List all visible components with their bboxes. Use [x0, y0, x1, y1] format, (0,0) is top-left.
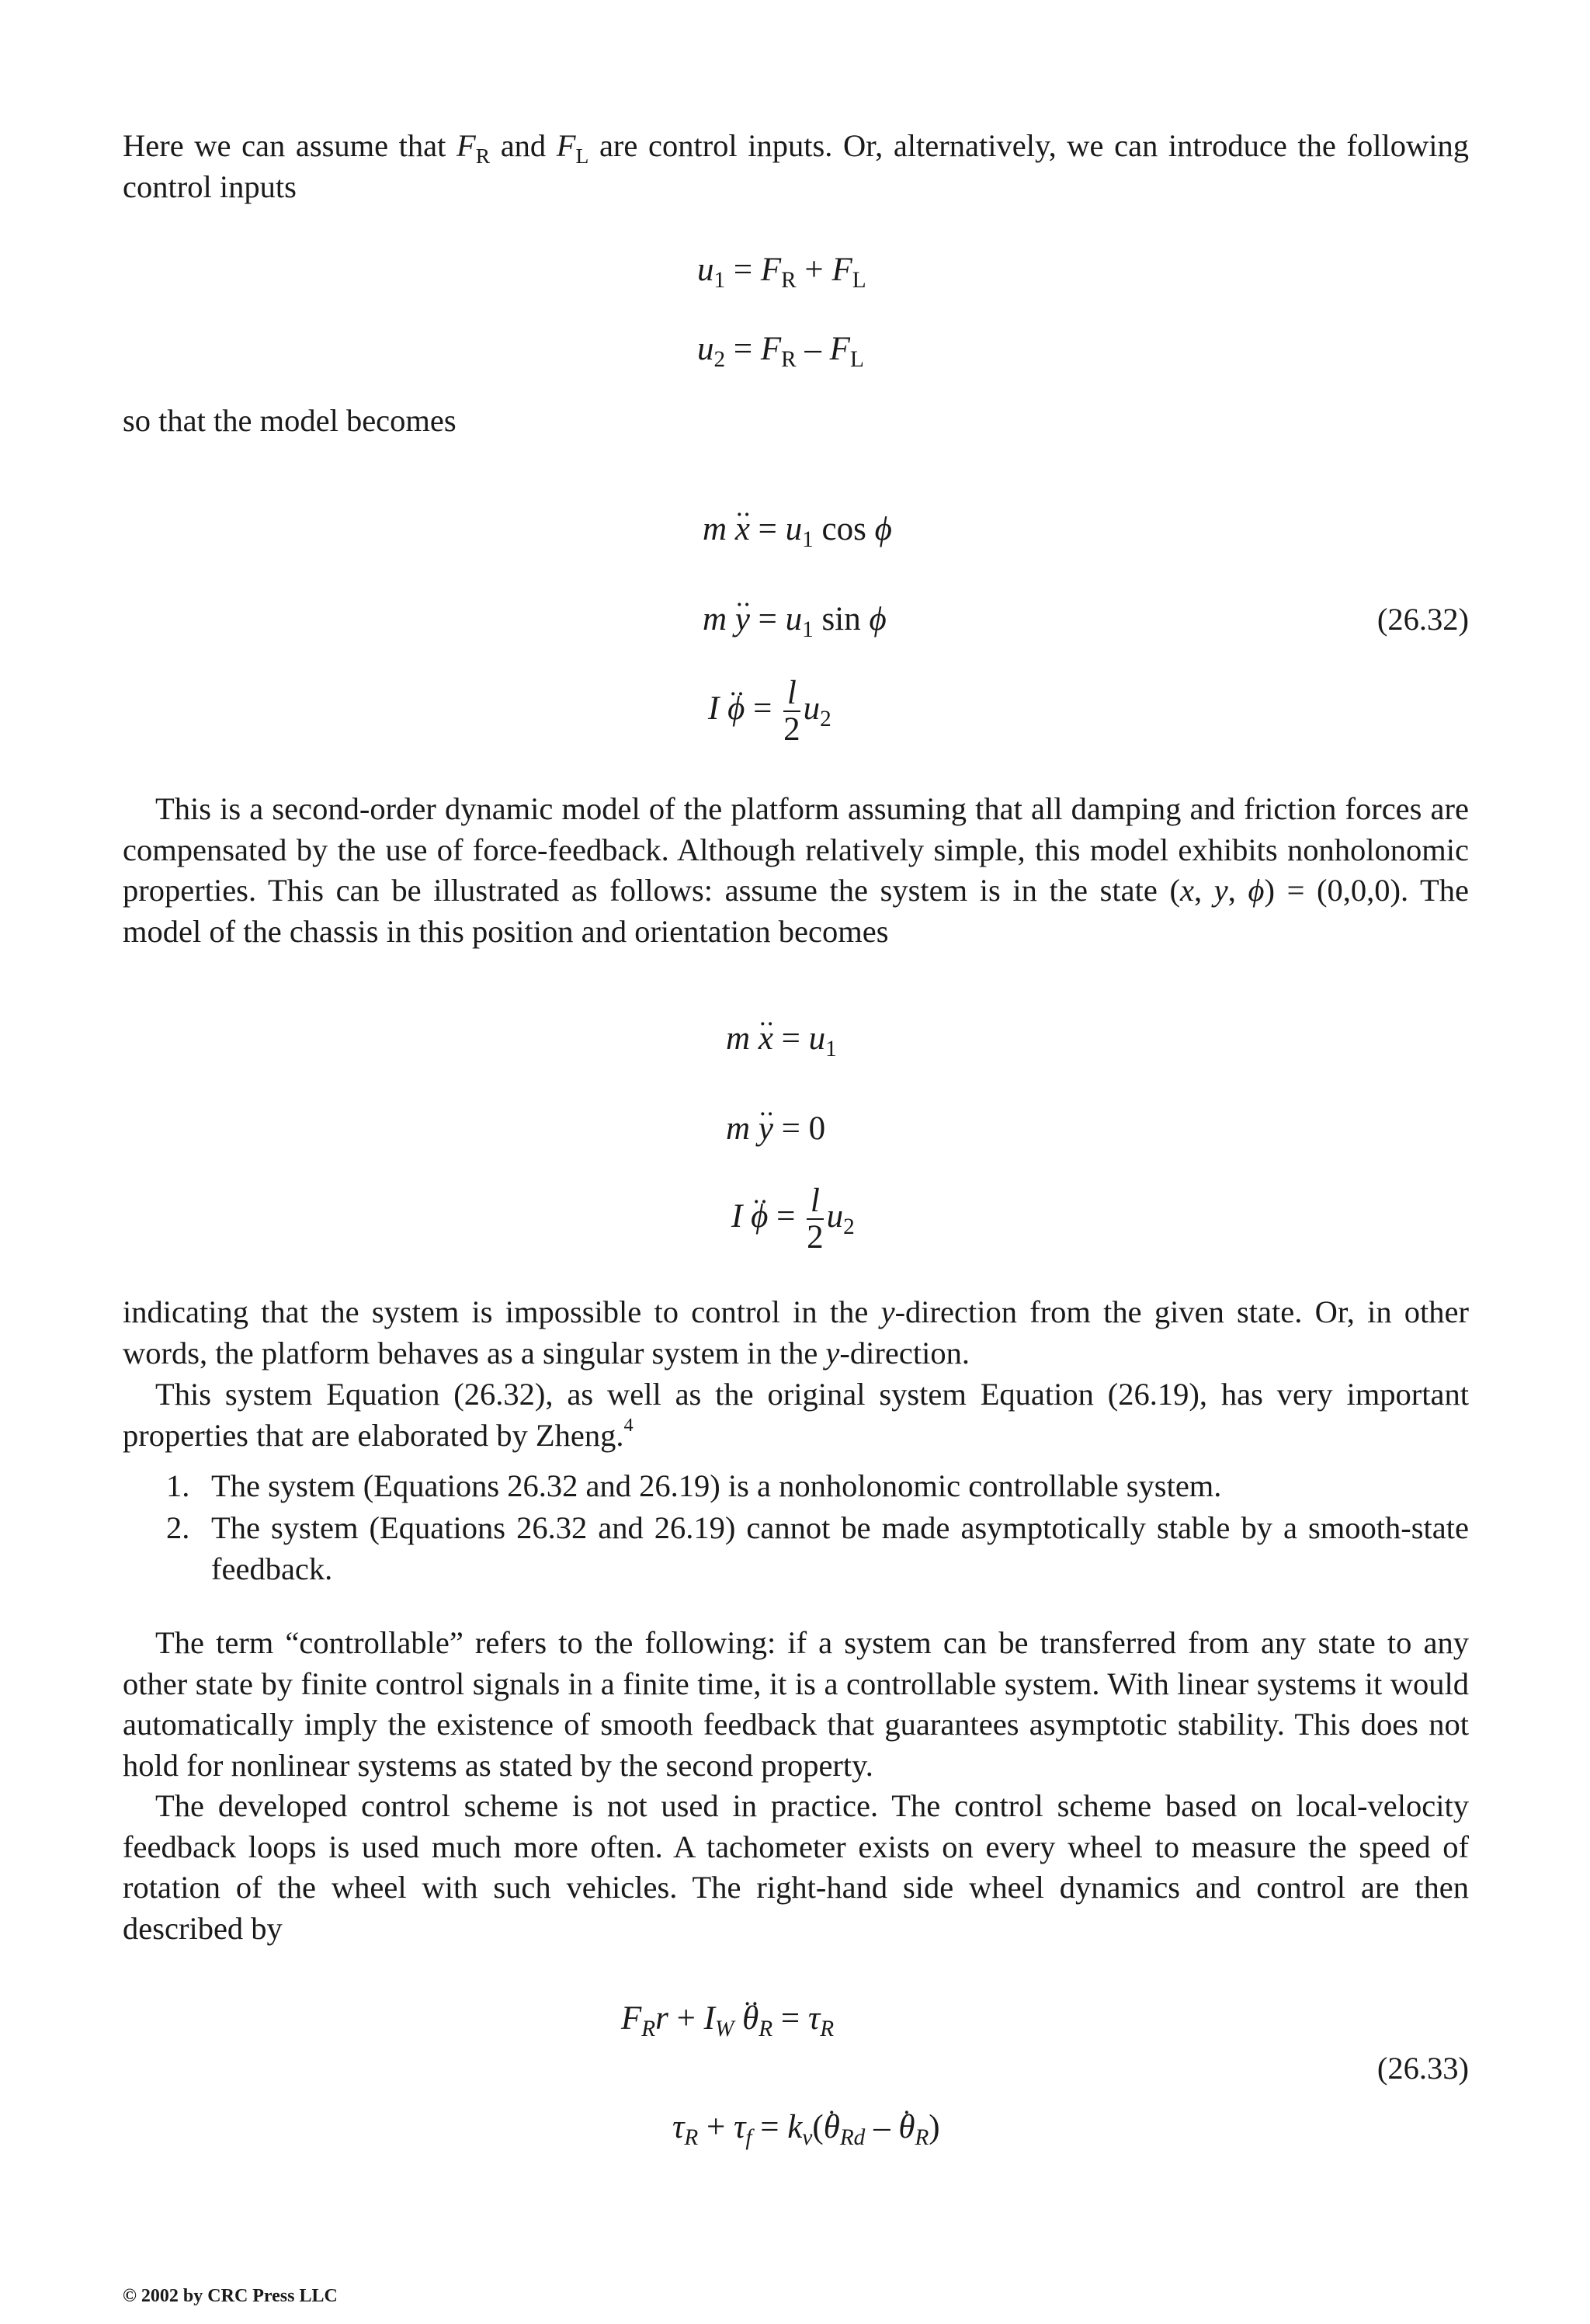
list-item: 1. The system (Equations 26.32 and 26.19) is a nonholonomic controllable system. [166, 1468, 1222, 1503]
equation-u2: $u_2 = F_R - F_L$ [697, 331, 864, 373]
paragraph-singular-system: indicating that the system is impossible to control in the y-direction from the given state. Or, in other words, the platform behaves as a singular system in the y-direction. [123, 1294, 1469, 1370]
list-item: 2. The system (Equations 26.32 and 26.19) cannot be made asymptotically stable by a smooth-state feedback. [166, 1510, 1469, 1586]
equation-y-dynamics: $m \cdot\cdot y = u_1$ sin ϕ [703, 596, 887, 643]
equation-y-origin: m ·· y = 0 [726, 1106, 825, 1152]
equation-x-dynamics: $m \cdot\cdot x = u_1$ cos ϕ [703, 506, 892, 553]
paragraph-control-inputs: Here we can assume that $F_R$ and $F_L$ are control inputs. Or, alternatively, we can introduce the following control inputs [123, 128, 1469, 204]
equation-number-26-32: (26.32) [1376, 602, 1469, 637]
paragraph-zheng-properties: This system Equation (26.32), as well as the original system Equation (26.19), has very important properties that are elaborated by Zheng.$^4$ [123, 1377, 1469, 1453]
paragraph-model-becomes: so that the model becomes [123, 403, 457, 438]
equation-wheel-control: $\tau_R + \tau_f = k_v(\cdot \theta_{Rd}$ – · $\theta_R$) [672, 2104, 940, 2151]
equation-phi-origin: I ·· ϕ = $\frac{l}{2}$ $u_2$ [731, 1183, 855, 1255]
equation-u1: $u_1 = F_R + F_L$ [697, 252, 866, 294]
paragraph-controllable-definition: The term “controllable” refers to the following: if a system can be transferred from any state to any other state by finite control signals in a finite time, it is a controllable system. With linear systems it would automatically imply the existence of smooth feedback that guarantees asymptotic stability. This does not hold for nonlinear systems as stated by the second property. [123, 1625, 1469, 1783]
copyright-footer: © 2002 by CRC Press LLC [123, 2286, 338, 2306]
equation-x-origin: $m \cdot\cdot x = u_1$ [726, 1016, 837, 1062]
equation-phi-dynamics: I ·· ϕ = $\frac{l}{2}$ $u_2$ [708, 676, 831, 747]
paragraph-local-velocity: The developed control scheme is not used in practice. The control scheme based on local-velocity feedback loops is used much more often. A tachometer exists on every wheel to measure the speed of rotation of the wheel with such vehicles. The right-hand side wheel dynamics and control are then described by [123, 1788, 1469, 1946]
equation-number-26-33: (26.33) [1376, 2051, 1469, 2086]
paragraph-nonholonomic: This is a second-order dynamic model of the platform assuming that all damping and friction forces are compensated by the use of force-feedback. Although relatively simple, this model exhibits nonholonomic properties. This can be illustrated as follows: assume the system is in the state (x, y, ϕ) = (0,0,0). The model of the chassis in this position and orientation becomes [123, 791, 1470, 949]
equation-wheel-dynamics: $F_Rr + I_W \cdot\cdot \theta_R = \tau_R$ [621, 1996, 834, 2042]
